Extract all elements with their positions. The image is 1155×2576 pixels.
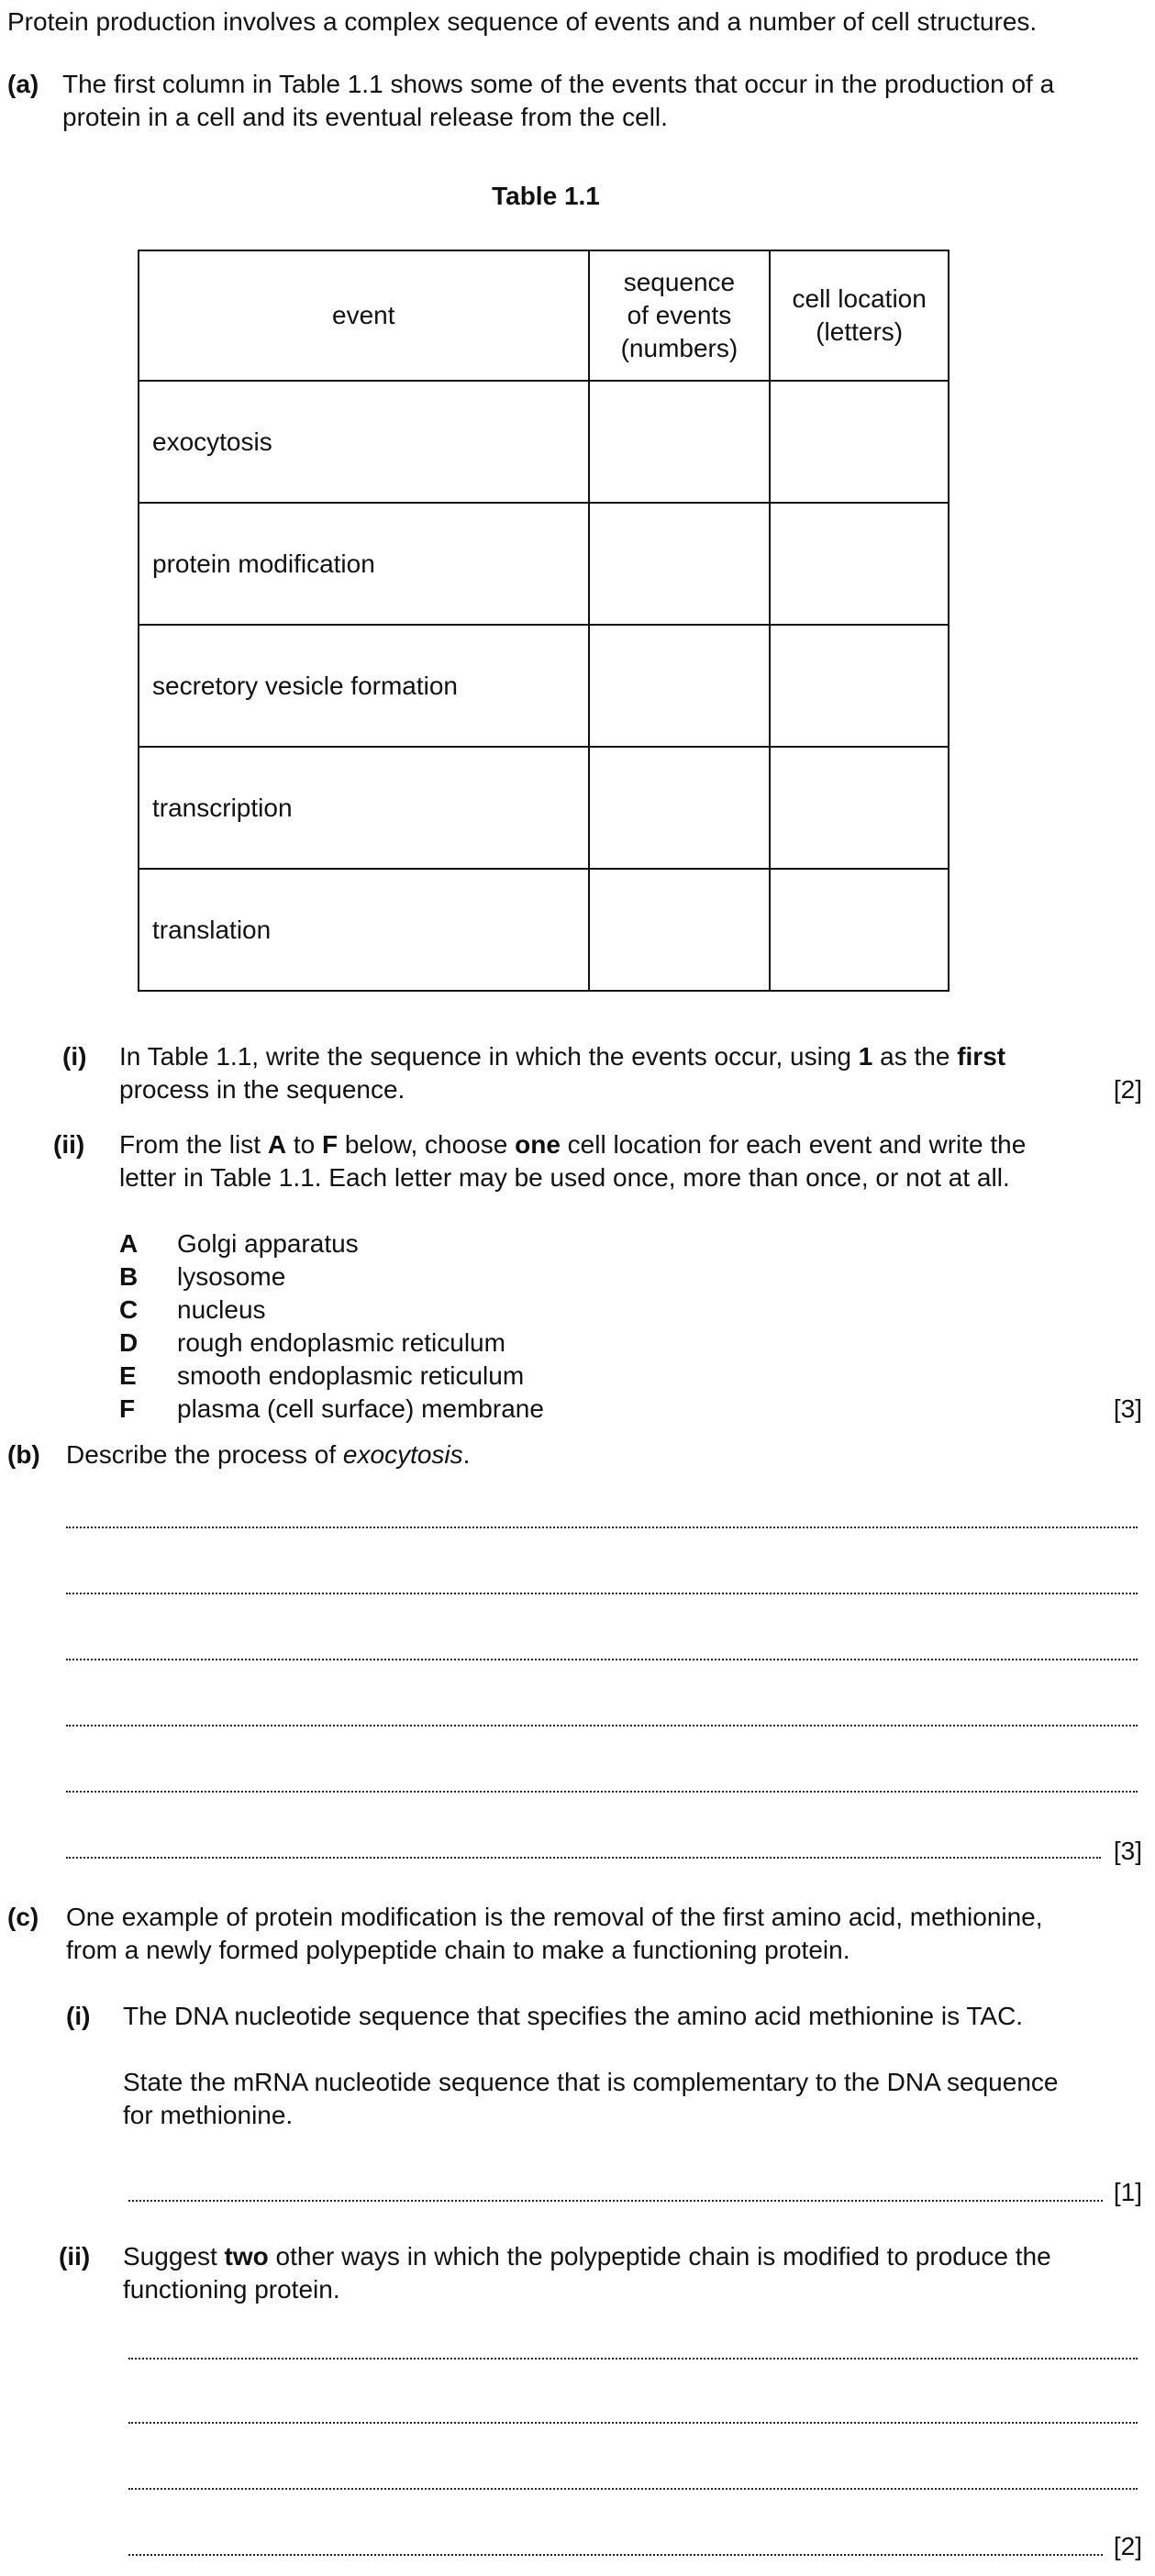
part-a-ii-line1-d: F — [321, 1130, 339, 1159]
part-a-i-line1-d: first — [957, 1042, 1006, 1071]
part-a-i-line2: process in the sequence. — [119, 1075, 405, 1104]
part-b-text — [66, 1438, 470, 1471]
part-b-text-a: Describe the process of — [66, 1440, 343, 1469]
header-event-label: event — [332, 301, 395, 329]
table-row — [139, 747, 949, 869]
part-c-ii-label: (ii) — [59, 2242, 91, 2271]
option-text: Golgi apparatus — [177, 1229, 359, 1258]
part-c-i-line3: for methionine. — [123, 2101, 294, 2129]
part-c-line2: from a newly formed polypeptide chain to make a functioning protein. — [66, 1936, 850, 1964]
part-a-ii-line1-a: From the list — [119, 1130, 268, 1159]
part-a-ii-line1-e: below, choose — [338, 1130, 516, 1159]
table-row — [139, 381, 949, 503]
part-a-label: (a) — [7, 70, 39, 98]
event-cell: secretory vesicle formation — [139, 625, 589, 747]
table-row — [139, 625, 949, 747]
answer-line[interactable] — [66, 1593, 1138, 1594]
event-cell: exocytosis — [139, 381, 589, 503]
sequence-answer-cell[interactable] — [589, 625, 771, 747]
part-c-ii-line1 — [123, 2240, 1051, 2273]
option-text: plasma (cell surface) membrane — [177, 1394, 544, 1423]
part-b-text-c: . — [462, 1440, 471, 1469]
part-c-i-marks: [1] — [1113, 2178, 1142, 2206]
part-a-i-line1-b: 1 — [858, 1042, 873, 1071]
header-sequence-line3: (numbers) — [620, 334, 739, 362]
table-header-row — [139, 250, 949, 381]
part-a-i-marks: [2] — [1113, 1075, 1142, 1104]
table-title: Table 1.1 — [492, 182, 600, 210]
part-c-ii-line1-c: other ways in which the polypeptide chain is modified to produce the — [268, 2242, 1051, 2271]
table-1-1 — [138, 250, 950, 992]
part-c-i-line2: State the mRNA nucleotide sequence that is complementary to the DNA sequence — [123, 2068, 1059, 2096]
answer-line[interactable] — [66, 1857, 1101, 1859]
part-c-ii-line1-b: two — [224, 2242, 269, 2271]
option-text: nucleus — [177, 1295, 266, 1324]
part-a-text-line1: The first column in Table 1.1 shows some of the events that occur in the production of a — [62, 70, 1055, 98]
part-b-text-b: exocytosis — [342, 1440, 463, 1469]
option-letter: B — [119, 1262, 139, 1291]
part-c-line1: One example of protein modification is the removal of the first amino acid, methionine, — [66, 1903, 1043, 1931]
header-location-line1: cell location — [792, 284, 927, 313]
header-sequence-line2: of events — [627, 301, 732, 329]
part-a-text-line2: protein in a cell and its eventual release from the cell. — [62, 103, 668, 131]
header-event — [139, 250, 589, 381]
table-row — [139, 869, 949, 991]
part-c-ii-line1-a: Suggest — [123, 2242, 225, 2271]
part-a-i-line1-c: as the — [872, 1042, 958, 1071]
intro-text: Protein production involves a complex sequence of events and a number of cell structures. — [7, 7, 1038, 36]
sequence-answer-cell[interactable] — [589, 869, 771, 991]
event-cell: translation — [139, 869, 589, 991]
part-a-ii-line1-c: to — [286, 1130, 322, 1159]
answer-line[interactable] — [66, 1791, 1138, 1793]
part-c-label: (c) — [7, 1903, 39, 1931]
header-location-line2: (letters) — [816, 317, 904, 346]
event-cell: transcription — [139, 747, 589, 869]
answer-line[interactable] — [128, 2488, 1138, 2490]
location-answer-cell[interactable] — [770, 747, 949, 869]
header-sequence — [589, 250, 771, 381]
option-letter: F — [119, 1394, 136, 1423]
part-c-i-line1: The DNA nucleotide sequence that specifies the amino acid methionine is TAC. — [123, 2002, 1024, 2030]
location-answer-cell[interactable] — [770, 381, 949, 503]
part-a-ii-label: (ii) — [53, 1130, 85, 1159]
answer-line[interactable] — [128, 2422, 1138, 2424]
answer-line[interactable] — [128, 2200, 1103, 2202]
part-a-i-line1 — [119, 1040, 1005, 1073]
option-text: smooth endoplasmic reticulum — [177, 1361, 525, 1390]
part-c-i-label: (i) — [66, 2002, 91, 2030]
part-a-ii-line1-b: A — [267, 1130, 287, 1159]
location-answer-cell[interactable] — [770, 625, 949, 747]
header-sequence-line1: sequence — [623, 268, 736, 296]
option-letter: C — [119, 1295, 139, 1324]
part-a-i-line1-a: In Table 1.1, write the sequence in which the events occur, using — [119, 1042, 859, 1071]
part-c-ii-marks: [2] — [1113, 2532, 1142, 2560]
option-letter: D — [119, 1328, 139, 1357]
answer-line[interactable] — [66, 1527, 1138, 1528]
option-letter: A — [119, 1229, 139, 1258]
answer-line[interactable] — [128, 2554, 1103, 2556]
part-c-ii-line2: functioning protein. — [123, 2275, 340, 2304]
part-a-ii-line1 — [119, 1128, 1026, 1161]
table-row — [139, 503, 949, 625]
sequence-answer-cell[interactable] — [589, 503, 771, 625]
header-location — [770, 250, 949, 381]
part-b-label: (b) — [7, 1440, 40, 1469]
option-letter: E — [119, 1361, 137, 1390]
location-answer-cell[interactable] — [770, 869, 949, 991]
answer-line[interactable] — [128, 2358, 1138, 2359]
option-text: rough endoplasmic reticulum — [177, 1328, 505, 1357]
part-a-ii-marks: [3] — [1113, 1394, 1142, 1423]
part-a-ii-line1-g: cell location for each event and write the — [560, 1130, 1027, 1159]
event-cell: protein modification — [139, 503, 589, 625]
part-a-ii-line1-f: one — [515, 1130, 561, 1159]
sequence-answer-cell[interactable] — [589, 747, 771, 869]
sequence-answer-cell[interactable] — [589, 381, 771, 503]
location-answer-cell[interactable] — [770, 503, 949, 625]
part-a-ii-line2: letter in Table 1.1. Each letter may be used once, more than once, or not at all. — [119, 1163, 1010, 1192]
part-b-marks: [3] — [1113, 1837, 1142, 1865]
part-a-i-label: (i) — [62, 1042, 87, 1071]
answer-line[interactable] — [66, 1725, 1138, 1727]
option-text: lysosome — [177, 1262, 286, 1291]
answer-line[interactable] — [66, 1659, 1138, 1660]
